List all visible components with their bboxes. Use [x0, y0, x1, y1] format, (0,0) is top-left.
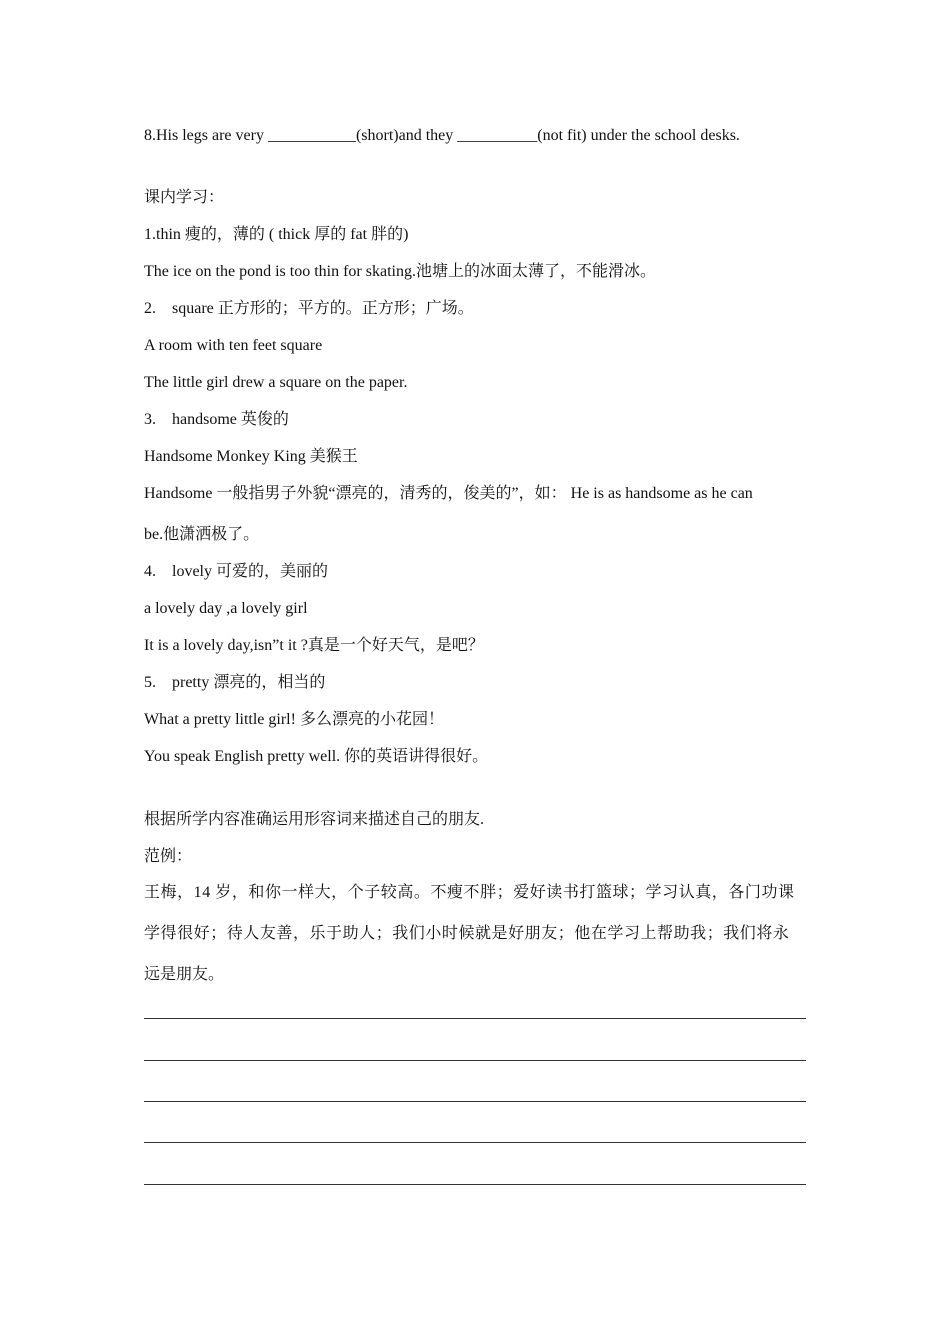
sample-label: 范例：: [144, 848, 193, 865]
answer-line[interactable]: [144, 1101, 806, 1102]
q8-mid: and they: [398, 127, 458, 144]
sample-text-line-2: 学得很好；待人友善，乐于助人；我们小时候就是好朋友；他在学习上帮助我；我们将永: [144, 925, 790, 942]
answer-line[interactable]: [144, 1142, 806, 1143]
vocab-pretty-example-1: What a pretty little girl! 多么漂亮的小花园！: [144, 711, 444, 728]
vocab-lovely-definition: lovely 可爱的，美丽的: [172, 563, 328, 580]
vocab-lovely-number: 4.: [144, 563, 156, 580]
q8-hint-1: (short): [355, 127, 399, 144]
answer-line[interactable]: [144, 1060, 806, 1061]
vocab-square-number: 2.: [144, 300, 156, 317]
sample-text-line-1: 王梅，14 岁，和你一样大，个子较高。不瘦不胖；爱好读书打篮球；学习认真，各门功课: [144, 884, 795, 901]
vocab-lovely: [144, 562, 328, 582]
question-8: [144, 126, 740, 146]
vocab-pretty: [144, 673, 325, 693]
vocab-handsome-note-line-2: be.他潇洒极了。: [144, 526, 260, 543]
writing-instruction: 根据所学内容准确运用形容词来描述自己的朋友.: [144, 811, 485, 828]
vocab-square-example-1: A room with ten feet square: [144, 337, 323, 354]
vocab-lovely-example-1: a lovely day ,a lovely girl: [144, 600, 308, 617]
vocab-pretty-number: 5.: [144, 674, 156, 691]
vocab-handsome-note-line-1: Handsome 一般指男子外貌“漂亮的，清秀的，俊美的”，如： He is as handsome as he can: [144, 485, 753, 502]
sample-text-line-3: 远是朋友。: [144, 966, 225, 983]
vocab-square-definition: square 正方形的；平方的。正方形；广场。: [172, 300, 474, 317]
vocab-handsome-example: Handsome Monkey King 美猴王: [144, 448, 358, 465]
vocab-thin: 1.thin 瘦的，薄的 ( thick 厚的 fat 胖的): [144, 226, 409, 243]
vocab-handsome: [144, 410, 289, 430]
q8-prefix: 8.His legs are very: [144, 127, 268, 144]
vocab-thin-example: The ice on the pond is too thin for skating.池塘上的冰面太薄了，不能滑冰。: [144, 263, 656, 280]
q8-blank-2[interactable]: __________: [457, 127, 538, 144]
vocab-handsome-definition: handsome 英俊的: [172, 411, 289, 428]
vocab-square: [144, 299, 474, 319]
q8-hint-2: (not fit): [537, 127, 587, 144]
answer-line[interactable]: [144, 1184, 806, 1185]
vocab-pretty-example-2: You speak English pretty well. 你的英语讲得很好。: [144, 748, 489, 765]
vocab-lovely-example-2: It is a lovely day,isn”t it ?真是一个好天气，是吧？: [144, 637, 484, 654]
vocab-pretty-definition: pretty 漂亮的，相当的: [172, 674, 326, 691]
q8-suffix: under the school desks.: [586, 127, 740, 144]
answer-line[interactable]: [144, 1018, 806, 1019]
lesson-heading: 课内学习：: [144, 189, 225, 206]
q8-blank-1[interactable]: ___________: [267, 127, 356, 144]
vocab-square-example-2: The little girl drew a square on the paper.: [144, 374, 408, 391]
vocab-handsome-number: 3.: [144, 411, 156, 428]
document-page: [144, 0, 806, 1344]
